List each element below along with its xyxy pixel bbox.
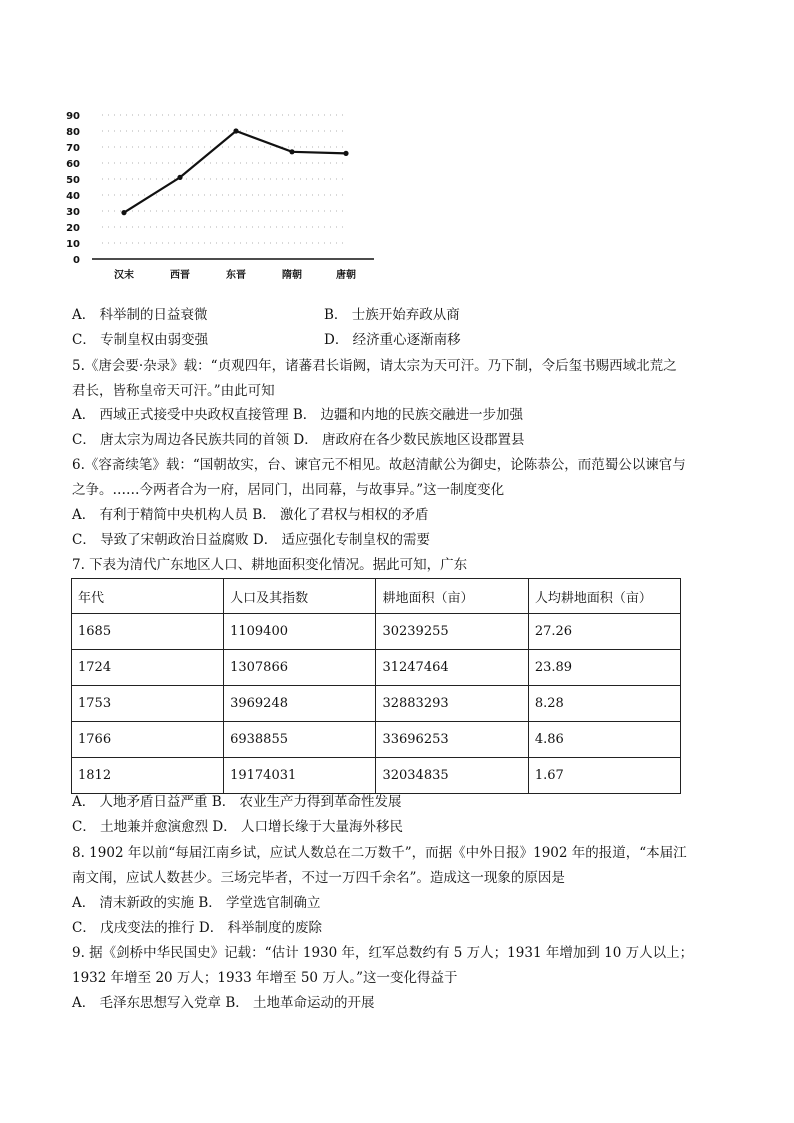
y-tick-label: 80 <box>66 127 80 138</box>
table-row <box>72 686 681 722</box>
data-point <box>343 151 348 156</box>
table-row <box>72 722 681 758</box>
data-point <box>121 210 126 215</box>
q7-options-cd: C． 土地兼并愈演愈烈 D． 人口增长缘于大量海外移民 <box>72 819 404 835</box>
q4-option-d: D． 经济重心逐渐南移 <box>324 332 461 348</box>
table-cell: 1307866 <box>224 650 376 686</box>
table-cell: 30239255 <box>376 614 528 650</box>
y-tick-label: 40 <box>66 191 80 202</box>
x-tick-label: 东晋 <box>226 270 246 281</box>
data-point <box>177 175 182 180</box>
table-cell: 27.26 <box>528 614 680 650</box>
y-tick-label: 0 <box>73 255 80 266</box>
y-tick-label: 20 <box>66 223 80 234</box>
table-cell: 1109400 <box>224 614 376 650</box>
table-cell: 1.67 <box>528 758 680 794</box>
series-line <box>124 131 346 213</box>
table-cell: 31247464 <box>376 650 528 686</box>
y-tick-label: 60 <box>66 159 80 170</box>
q5-options-ab: A． 西域正式接受中央政权直接管理 B． 边疆和内地的民族交融进一步加强 <box>72 407 524 423</box>
q5-stem-line2: 君长，皆称皇帝天可汗。”由此可知 <box>72 383 275 399</box>
table-cell: 32034835 <box>376 758 528 794</box>
q7-stem: 7. 下表为清代广东地区人口、耕地面积变化情况。据此可知，广东 <box>72 557 468 573</box>
q4-option-c: C． 专制皇权由弱变强 <box>72 332 209 348</box>
q6-stem-line1: 6.《容斋续笔》载：“国朝故实，台、谏官元不相见。故赵清献公为御史，论陈恭公，而范蜀公以谏官与 <box>72 457 686 473</box>
table-header-cell: 年代 <box>72 579 224 614</box>
y-tick-label: 90 <box>66 111 80 122</box>
table-cell: 33696253 <box>376 722 528 758</box>
q8-stem-line1: 8. 1902 年以前“每届江南乡试，应试人数总在二万数千”，而据《中外日报》1902 年的报道，“本届江 <box>72 845 687 861</box>
q4-option-a: A． 科举制的日益衰微 <box>72 307 208 323</box>
table-row <box>72 650 681 686</box>
table-cell: 1753 <box>72 686 224 722</box>
population-table <box>71 578 681 794</box>
table-cell: 1812 <box>72 758 224 794</box>
x-tick-label: 汉末 <box>114 270 134 281</box>
table-header-cell: 耕地面积（亩） <box>376 579 528 614</box>
q5-options-cd: C． 唐太宗为周边各民族共同的首领 D． 唐政府在各少数民族地区设郡置县 <box>72 432 525 448</box>
q8-options-ab: A． 清末新政的实施 B． 学堂选官制确立 <box>72 895 321 911</box>
table-cell: 23.89 <box>528 650 680 686</box>
table-cell: 1685 <box>72 614 224 650</box>
table-cell: 1724 <box>72 650 224 686</box>
data-point <box>289 149 294 154</box>
table-cell: 6938855 <box>224 722 376 758</box>
table-cell: 4.86 <box>528 722 680 758</box>
q7-options-ab: A． 人地矛盾日益严重 B． 农业生产力得到革命性发展 <box>72 794 402 810</box>
q6-options-ab: A． 有利于精简中央机构人员 B． 激化了君权与相权的矛盾 <box>72 507 429 523</box>
data-point <box>233 128 238 133</box>
table-header-cell: 人均耕地面积（亩） <box>528 579 680 614</box>
table-cell: 19174031 <box>224 758 376 794</box>
y-tick-label: 70 <box>66 143 80 154</box>
y-tick-label: 30 <box>66 207 80 218</box>
q6-stem-line2: 之争。……今两者合为一府，居同门，出同幕，与故事异。”这一制度变化 <box>72 482 505 498</box>
line-chart <box>64 104 384 286</box>
x-tick-label: 西晋 <box>170 270 190 281</box>
q9-options-ab: A． 毛泽东思想写入党章 B． 土地革命运动的开展 <box>72 995 375 1011</box>
y-tick-label: 10 <box>66 239 80 250</box>
q9-stem-line1: 9. 据《剑桥中华民国史》记载：“估计 1930 年，红军总数约有 5 万人；1931 年增加到 10 万人以上； <box>72 945 694 961</box>
table-row <box>72 758 681 794</box>
table-header-row <box>72 579 681 614</box>
q9-stem-line2: 1932 年增至 20 万人；1933 年增至 50 万人。”这一变化得益于 <box>72 970 458 986</box>
table-header-cell: 人口及其指数 <box>224 579 376 614</box>
table-cell: 32883293 <box>376 686 528 722</box>
table-cell: 8.28 <box>528 686 680 722</box>
y-tick-label: 50 <box>66 175 80 186</box>
table-row <box>72 614 681 650</box>
table-cell: 3969248 <box>224 686 376 722</box>
q8-options-cd: C． 戊戌变法的推行 D． 科举制度的废除 <box>72 920 323 936</box>
q5-stem-line1: 5.《唐会要·杂录》载：“贞观四年，诸蕃君长诣阙，请太宗为天可汗。乃下制，令后玺书赐西域北荒之 <box>72 358 677 374</box>
q6-options-cd: C． 导致了宋朝政治日益腐败 D． 适应强化专制皇权的需要 <box>72 532 431 548</box>
x-tick-label: 隋朝 <box>282 270 302 281</box>
x-tick-label: 唐朝 <box>336 270 356 281</box>
q4-option-b: B． 士族开始弃政从商 <box>324 307 460 323</box>
q8-stem-line2: 南文闱，应试人数甚少。三场完毕者，不过一万四千余名”。造成这一现象的原因是 <box>72 870 565 886</box>
table-cell: 1766 <box>72 722 224 758</box>
